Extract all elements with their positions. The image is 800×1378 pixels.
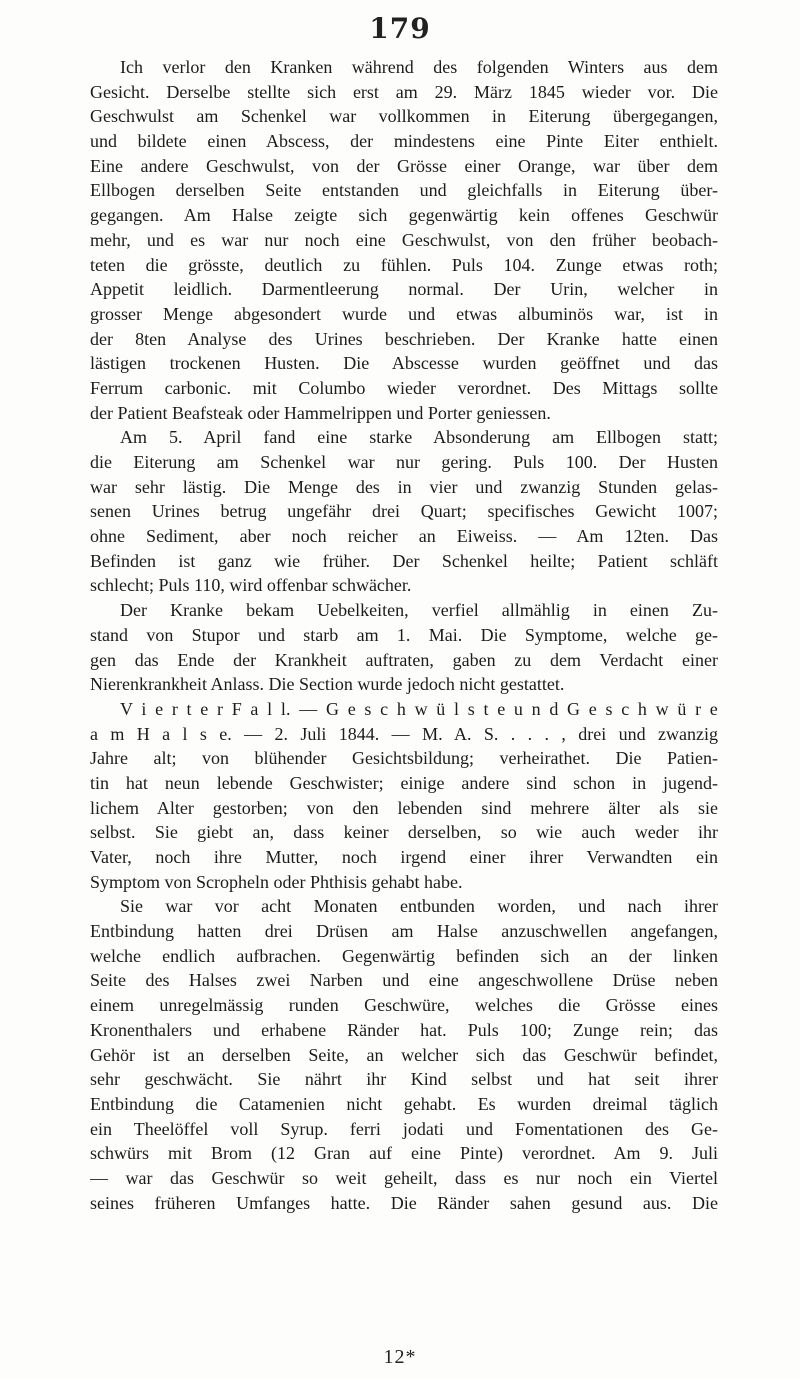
text-line: stand von Stupor und starb am 1. Mai. Die Symptome, welche ge- [90, 624, 718, 645]
text-line: gen das Ende der Krankheit auftraten, gaben zu dem Verdacht einer [90, 649, 718, 670]
text-line: Nierenkrankheit Anlass. Die Section wurde jedoch nicht gestattet. [90, 674, 565, 695]
text-line: Appetit leidlich. Darmentleerung normal. Der Urin, welcher in [90, 279, 718, 300]
text-line: a m H a l s e. — 2. Juli 1844. — M. A. S. . . . , drei und zwanzig [90, 723, 718, 744]
text-line: selbst. Sie giebt an, dass keiner derselben, so wie auch weder ihr [90, 822, 718, 843]
text-line: Geschwulst am Schenkel war vollkommen in Eiterung übergegangen, [90, 106, 718, 127]
text-line: Am 5. April fand eine starke Absonderung am Ellbogen statt; [120, 427, 718, 448]
text-line: Ferrum carbonic. mit Columbo wieder verordnet. Des Mittags sollte [90, 377, 718, 398]
text-line: Sie war vor acht Monaten entbunden worden, und nach ihrer [120, 896, 718, 917]
text-line: lichem Alter gestorben; von den lebenden sind mehrere älter als sie [90, 797, 718, 818]
text-line: war sehr lästig. Die Menge des in vier und zwanzig Stunden gelas- [90, 476, 718, 497]
text-line: welche endlich aufbrachen. Gegenwärtig befinden sich an der linken [90, 945, 718, 966]
text-line: Symptom von Scropheln oder Phthisis gehabt habe. [90, 871, 463, 892]
text-line: Eine andere Geschwulst, von der Grösse einer Orange, war über dem [90, 155, 718, 176]
text-line: einem unregelmässig runden Geschwüre, welches die Grösse eines [90, 995, 718, 1016]
text-line: seines früheren Umfanges hatte. Die Ränder sahen gesund aus. Die [90, 1192, 718, 1213]
text-line: sehr geschwächt. Sie nährt ihr Kind selbst und hat seit ihrer [90, 1069, 718, 1090]
text-line: Kronenthalers und erhabene Ränder hat. Puls 100; Zunge rein; das [90, 1019, 718, 1040]
text-line: Seite des Halses zwei Narben und eine angeschwollene Drüse neben [90, 970, 718, 991]
text-line: Gehör ist an derselben Seite, an welcher sich das Geschwür befindet, [90, 1044, 718, 1065]
text-line: teten die grösste, deutlich zu fühlen. Puls 104. Zunge etwas roth; [90, 254, 718, 275]
text-line: Jahre alt; von blühender Gesichtsbildung; verheirathet. Die Patien- [90, 748, 718, 769]
page-number: 179 [369, 12, 431, 45]
text-line: mehr, und es war nur noch eine Geschwulst, von den früher beobach- [90, 229, 718, 250]
text-line: der 8ten Analyse des Urines beschrieben. Der Kranke hatte einen [90, 328, 718, 349]
text-line: Ich verlor den Kranken während des folgenden Winters aus dem [120, 57, 718, 77]
text-line: ein Theelöffel voll Syrup. ferri jodati und Fomentationen des Ge- [90, 1118, 718, 1139]
text-line: lästigen trockenen Husten. Die Abscesse wurden geöffnet und das [90, 353, 718, 374]
text-line: Befinden ist ganz wie früher. Der Schenkel heilte; Patient schläft [90, 550, 718, 571]
text-line: gegangen. Am Halse zeigte sich gegenwärtig kein offenes Geschwür [90, 205, 718, 226]
text-line: und bildete einen Abscess, der mindestens eine Pinte Eiter enthielt. [90, 131, 718, 152]
text-line: grosser Menge abgesondert wurde und etwas albuminös war, ist in [90, 303, 718, 324]
text-line: der Patient Beafsteak oder Hammelrippen und Porter geniessen. [90, 402, 551, 423]
body-text [90, 55, 718, 1215]
text-line: — war das Geschwür so weit geheilt, dass es nur noch ein Viertel [90, 1167, 718, 1188]
text-line: Der Kranke bekam Uebelkeiten, verfiel allmählig in einen Zu- [120, 600, 718, 621]
text-line: Entbindung hatten drei Drüsen am Halse anzuschwellen angefangen, [90, 921, 718, 942]
text-line: Gesicht. Derselbe stellte sich erst am 29. März 1845 wieder vor. Die [90, 81, 718, 102]
text-line: Ellbogen derselben Seite entstanden und gleichfalls in Eiterung über- [90, 180, 718, 201]
text-line: die Eiterung am Schenkel war nur gering. Puls 100. Der Husten [90, 452, 718, 472]
text-line: V i e r t e r F a l l. — G e s c h w ü l s t e u n d G e s c h w ü r e [120, 698, 718, 719]
text-line: Vater, noch ihre Mutter, noch irgend einer ihrer Verwandten ein [90, 847, 718, 867]
text-line: schlecht; Puls 110, wird offenbar schwächer. [90, 575, 412, 596]
text-line: ohne Sediment, aber noch reicher an Eiweiss. — Am 12ten. Das [90, 526, 718, 547]
signature-mark: 12* [383, 1346, 417, 1368]
text-line: tin hat neun lebende Geschwister; einige andere sind schon in jugend- [90, 772, 718, 793]
text-line: Entbindung die Catamenien nicht gehabt. Es wurden dreimal täglich [90, 1093, 718, 1114]
text-line: senen Urines betrug ungefähr drei Quart; specifisches Gewicht 1007; [90, 501, 718, 522]
text-line: schwürs mit Brom (12 Gran auf eine Pinte) verordnet. Am 9. Juli [90, 1143, 718, 1164]
